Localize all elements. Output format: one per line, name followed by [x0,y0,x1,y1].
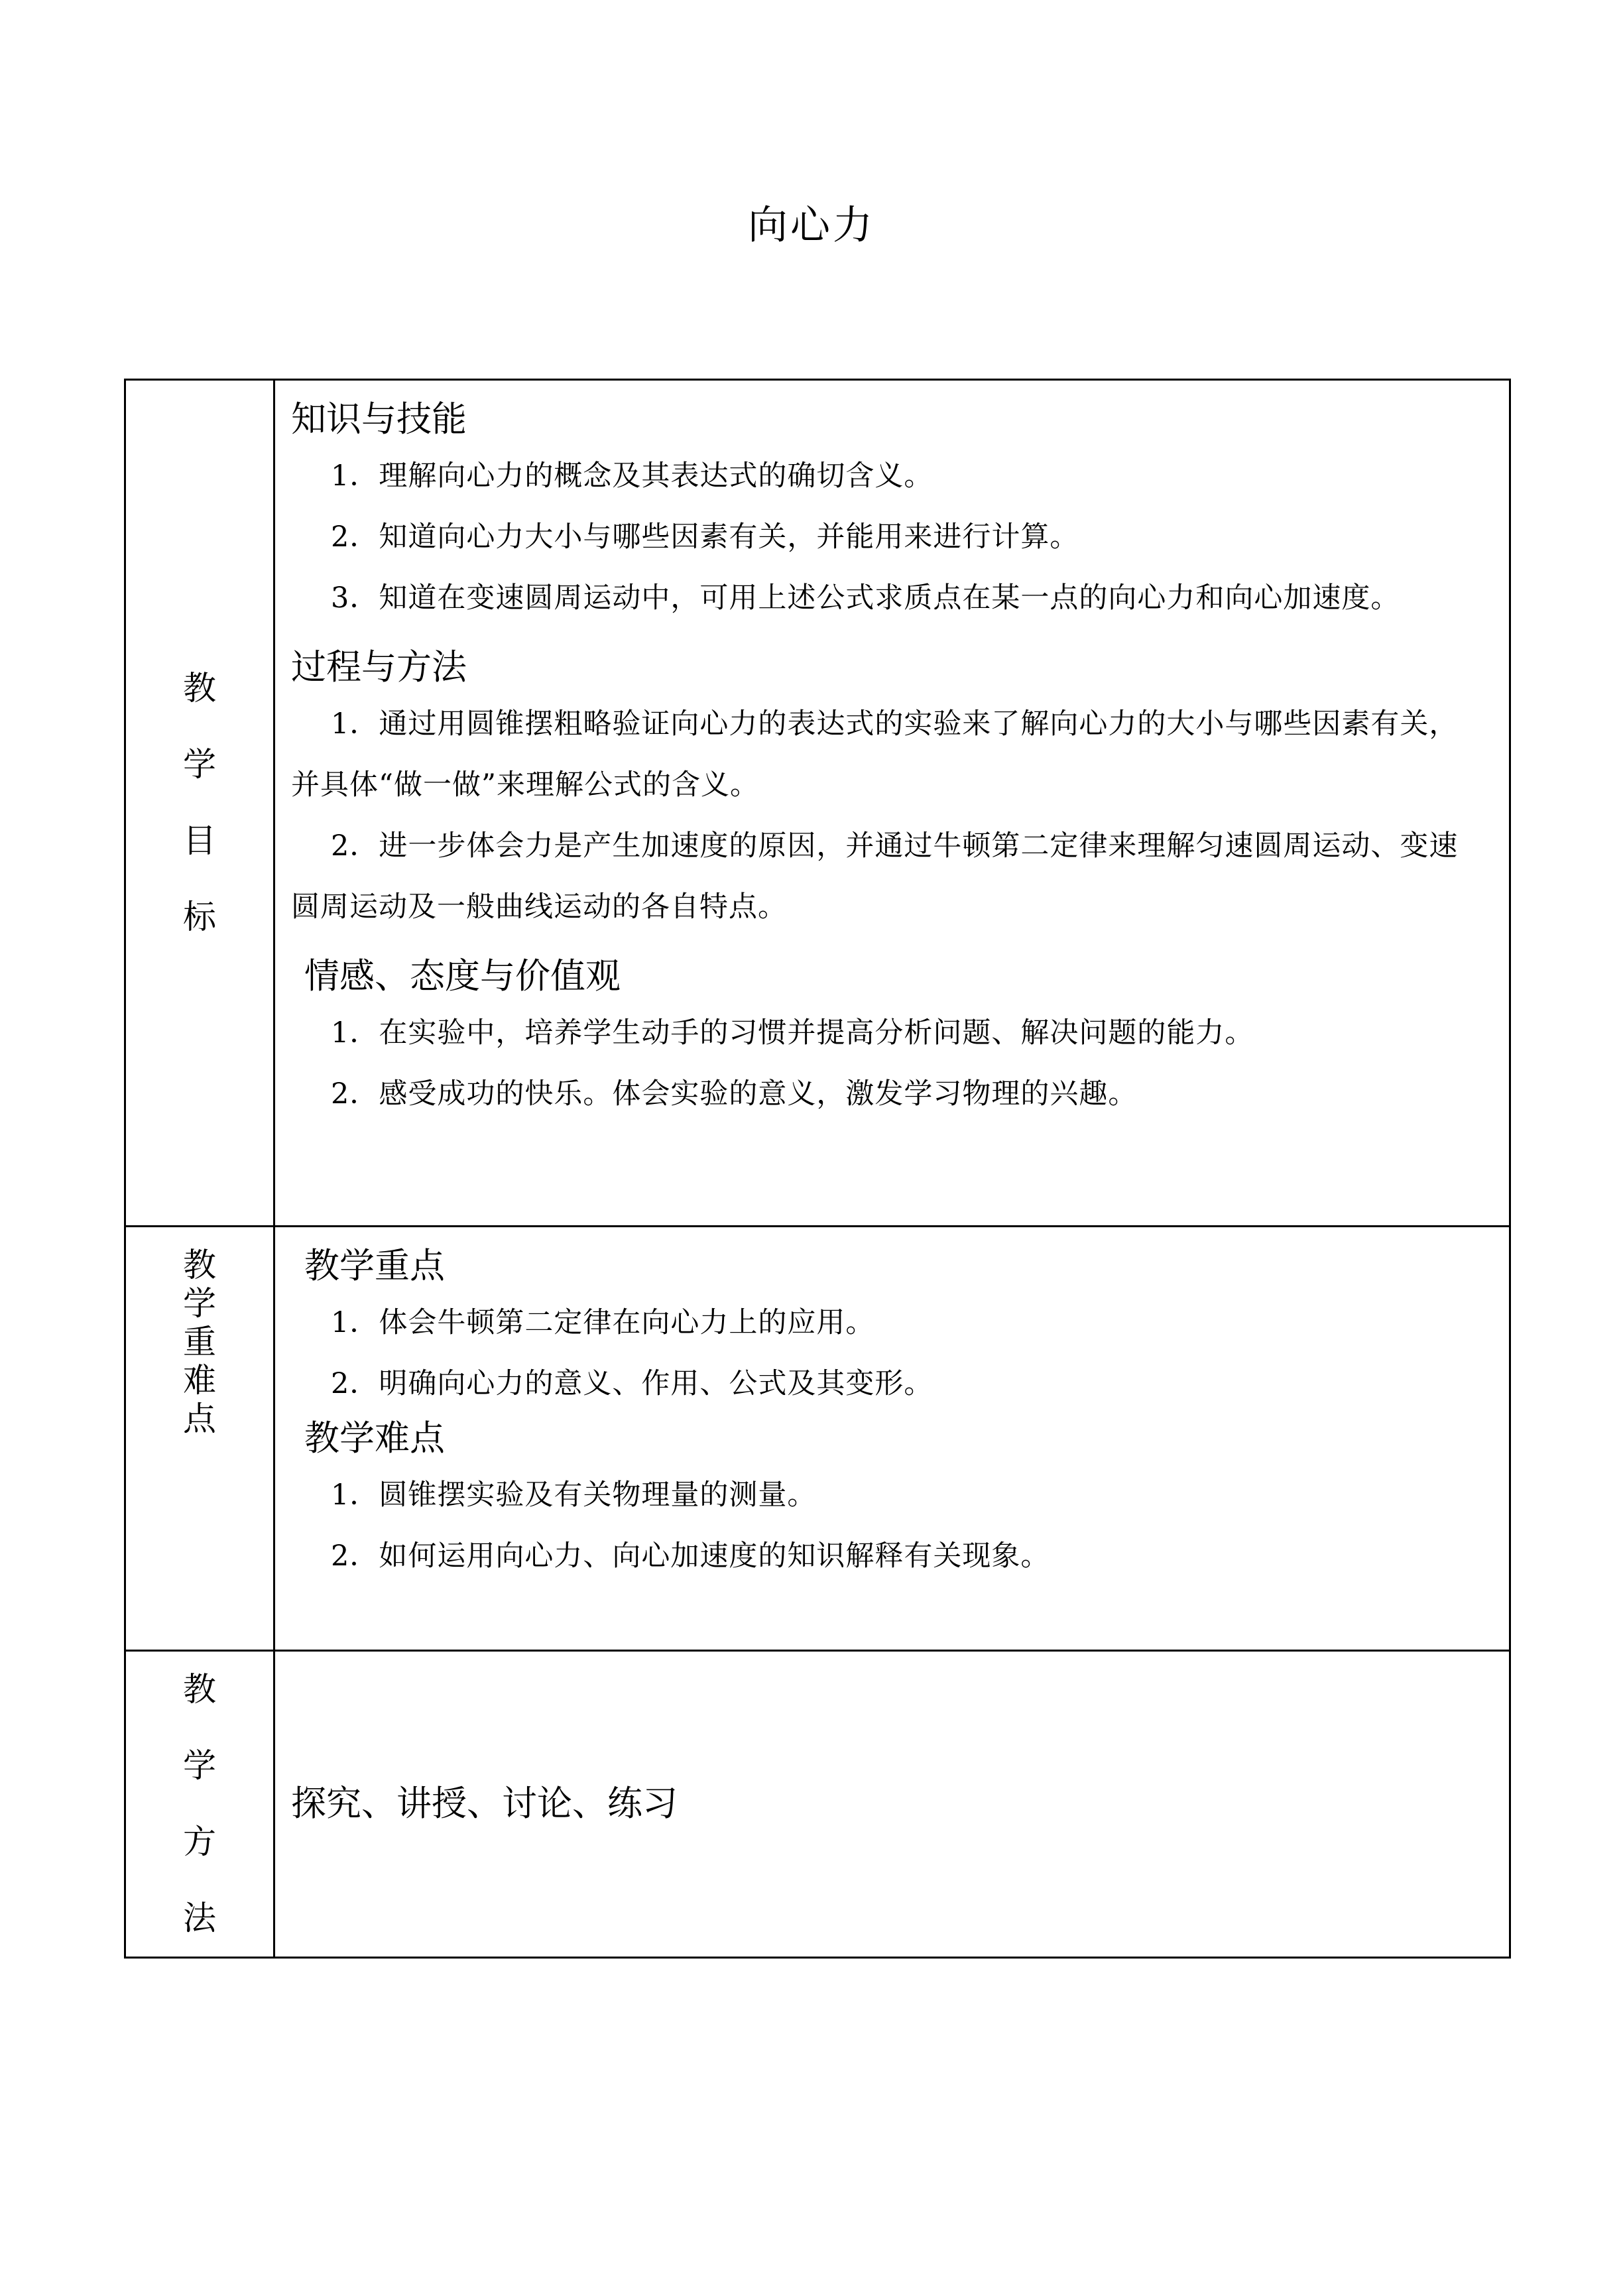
section-heading-key-points: 教学重点 [304,1246,445,1286]
table-row-teaching-objectives [125,380,1510,1227]
table-row-teaching-methods [125,1651,1510,1958]
content-cell-teaching-methods [274,1651,1510,1958]
content-cell-key-difficult-points [274,1227,1510,1651]
table-row-key-difficult-points [125,1227,1510,1651]
section-heading-process-method: 过程与方法 [291,647,467,688]
list-item: 2．明确向心力的意义、作用、公式及其变形。 [331,1367,933,1400]
list-item: 2．感受成功的快乐。体会实验的意义，激发学习物理的兴趣。 [331,1077,1138,1111]
list-item: 1．理解向心力的概念及其表达式的确切含义。 [331,459,933,493]
list-item: 1．在实验中，培养学生动手的习惯并提高分析问题、解决问题的能力。 [331,1016,1254,1050]
row-label: 教学方法 [183,1670,216,1937]
document-title: 向心力 [748,202,875,249]
teaching-methods-text: 探究、讲授、讨论、练习 [291,1783,678,1824]
label-cell-teaching-objectives [125,380,274,1227]
list-item: 2．如何运用向心力、向心加速度的知识解释有关现象。 [331,1540,1050,1573]
label-cell-teaching-methods [125,1651,274,1958]
list-item: 2．知道向心力大小与哪些因素有关，并能用来进行计算。 [331,520,1079,554]
section-heading-knowledge-skills: 知识与技能 [291,399,467,440]
row-label: 教学重难点 [183,1246,216,1438]
section-heading-emotion-attitude-values: 情感、态度与价值观 [304,956,621,997]
list-item: 3．知道在变速圆周运动中，可用上述公式求质点在某一点的向心力和向心加速度。 [331,581,1400,615]
row-label: 教学目标 [183,669,216,936]
lesson-plan-table [124,379,1511,1959]
section-heading-difficult-points: 教学难点 [304,1418,445,1459]
list-item: 1．圆锥摆实验及有关物理量的测量。 [331,1479,817,1512]
list-item: 2．进一步体会力是产生加速度的原因，并通过牛顿第二定律来理解匀速圆周运动、变速圆周运动及一般曲线运动的各自特点。 [291,829,1459,924]
list-item: 1．通过用圆锥摆粗略验证向心力的表达式的实验来了解向心力的大小与哪些因素有关，并具体“做一做”来理解公式的含义。 [291,707,1459,802]
label-cell-key-difficult-points [125,1227,274,1651]
list-item: 1．体会牛顿第二定律在向心力上的应用。 [331,1306,875,1339]
content-cell-teaching-objectives [274,380,1510,1227]
